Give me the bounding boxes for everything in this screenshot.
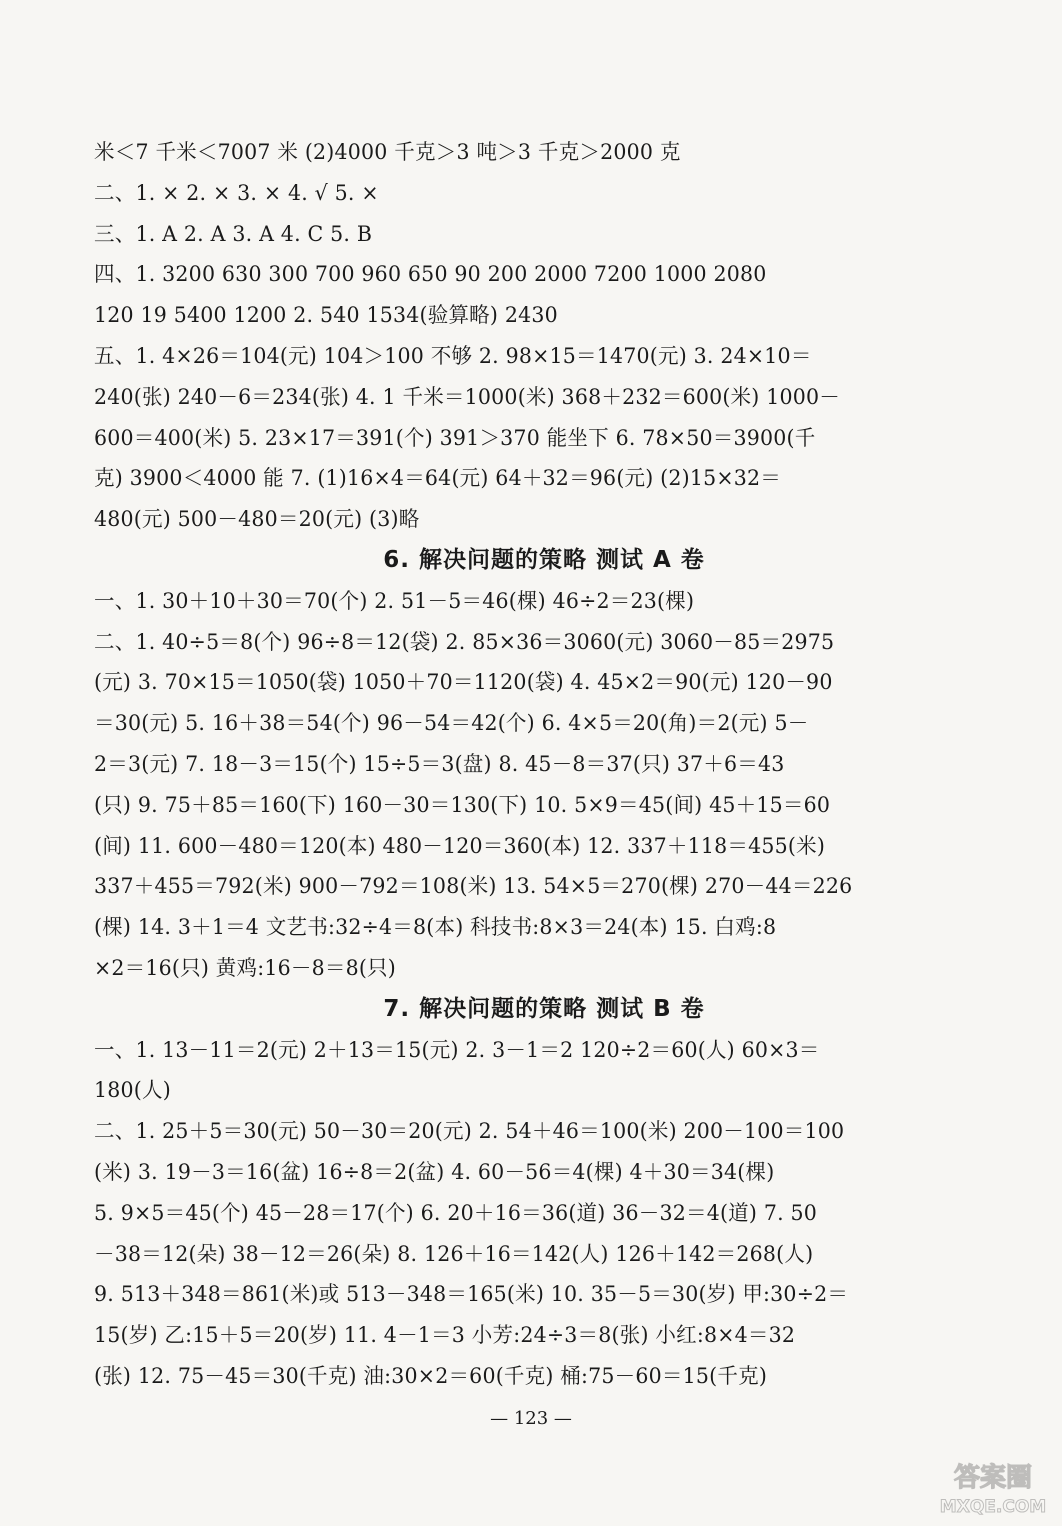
answer-line: 米＜7 千米＜7007 米 (2)4000 千克＞3 吨＞3 千克＞2000 克	[94, 140, 681, 164]
answer-line: (只) 9. 75＋85＝160(下) 160－30＝130(下) 10. 5×9＝45(间) 45＋15＝60	[94, 792, 831, 817]
answer-line: 180(人)	[94, 1078, 171, 1103]
answer-content	[94, 132, 994, 1397]
answer-line: ＝30(元) 5. 16＋38＝54(个) 96－54＝42(个) 6. 4×5＝20(角)＝2(元) 5－	[94, 711, 809, 736]
answer-line: 120 19 5400 1200 2. 540 1534(验算略) 2430	[94, 303, 558, 328]
answer-line: (间) 11. 600－480＝120(本) 480－120＝360(本) 12. 337＋118＝455(米)	[94, 833, 826, 858]
answer-line: 一、1. 30＋10＋30＝70(个) 2. 51－5＝46(棵) 46÷2＝23(棵)	[94, 588, 695, 613]
answer-line: 克) 3900＜4000 能 7. (1)16×4＝64(元) 64＋32＝96(元) (2)15×32＝	[94, 466, 782, 491]
answer-line: 480(元) 500－480＝20(元) (3)略	[94, 507, 420, 532]
answer-line: 15(岁) 乙:15＋5＝20(岁) 11. 4－1＝3 小芳:24÷3＝8(张) 小红:8×4＝32	[94, 1323, 796, 1348]
answer-line: ×2＝16(只) 黄鸡:16－8＝8(只)	[94, 955, 396, 980]
answer-line: 2＝3(元) 7. 18－3＝15(个) 15÷5＝3(盘) 8. 45－8＝37(只) 37＋6＝43	[94, 751, 785, 776]
answer-line: 五、1. 4×26＝104(元) 104＞100 不够 2. 98×15＝1470(元) 3. 24×10＝	[94, 343, 812, 368]
answer-line: (张) 12. 75－45＝30(千克) 油:30×2＝60(千克) 桶:75－60＝15(千克)	[94, 1363, 768, 1388]
answer-line: 二、1. 25＋5＝30(元) 50－30＝20(元) 2. 54＋46＝100(米) 200－100＝100	[94, 1119, 845, 1144]
answer-line: (棵) 14. 3＋1＝4 文艺书:32÷4＝8(本) 科技书:8×3＝24(本) 15. 白鸡:8	[94, 915, 777, 940]
answer-line: 二、1. × 2. × 3. × 4. √ 5. ×	[94, 180, 379, 205]
section-title: 7. 解决问题的策略 测试 B 卷	[383, 995, 705, 1022]
answer-line: (元) 3. 70×15＝1050(袋) 1050＋70＝1120(袋) 4. 45×2＝90(元) 120－90	[94, 670, 833, 695]
answer-line: 二、1. 40÷5＝8(个) 96÷8＝12(袋) 2. 85×36＝3060(元) 3060－85＝2975	[94, 629, 835, 654]
page-number: — 123 —	[490, 1408, 572, 1429]
answer-line: 三、1. A 2. A 3. A 4. C 5. B	[94, 221, 373, 246]
answer-line: 四、1. 3200 630 300 700 960 650 90 200 2000 7200 1000 2080	[94, 262, 767, 287]
watermark-text-bottom: MXQE.COM	[939, 1497, 1047, 1517]
answer-line: 9. 513＋348＝861(米)或 513－348＝165(米) 10. 35－5＝30(岁) 甲:30÷2＝	[94, 1282, 849, 1307]
watermark-text-top: 答案圈	[953, 1463, 1033, 1493]
answer-line: －38＝12(朵) 38－12＝26(朵) 8. 126＋16＝142(人) 126＋142＝268(人)	[94, 1241, 814, 1266]
answer-line: 一、1. 13－11＝2(元) 2＋13＝15(元) 2. 3－1＝2 120÷2＝60(人) 60×3＝	[94, 1037, 820, 1062]
watermark-logo	[928, 1456, 1058, 1522]
answer-line: 337＋455＝792(米) 900－792＝108(米) 13. 54×5＝270(棵) 270－44＝226	[94, 874, 853, 899]
answer-line: 5. 9×5＝45(个) 45－28＝17(个) 6. 20＋16＝36(道) 36－32＝4(道) 7. 50	[94, 1200, 818, 1225]
section-title: 6. 解决问题的策略 测试 A 卷	[383, 546, 705, 573]
answer-line: 600＝400(米) 5. 23×17＝391(个) 391＞370 能坐下 6. 78×50＝3900(千	[94, 425, 816, 450]
answer-line: 240(张) 240－6＝234(张) 4. 1 千米＝1000(米) 368＋232＝600(米) 1000－	[94, 384, 840, 409]
answer-line: (米) 3. 19－3＝16(盆) 16÷8＝2(盆) 4. 60－56＝4(棵) 4＋30＝34(棵)	[94, 1159, 775, 1184]
